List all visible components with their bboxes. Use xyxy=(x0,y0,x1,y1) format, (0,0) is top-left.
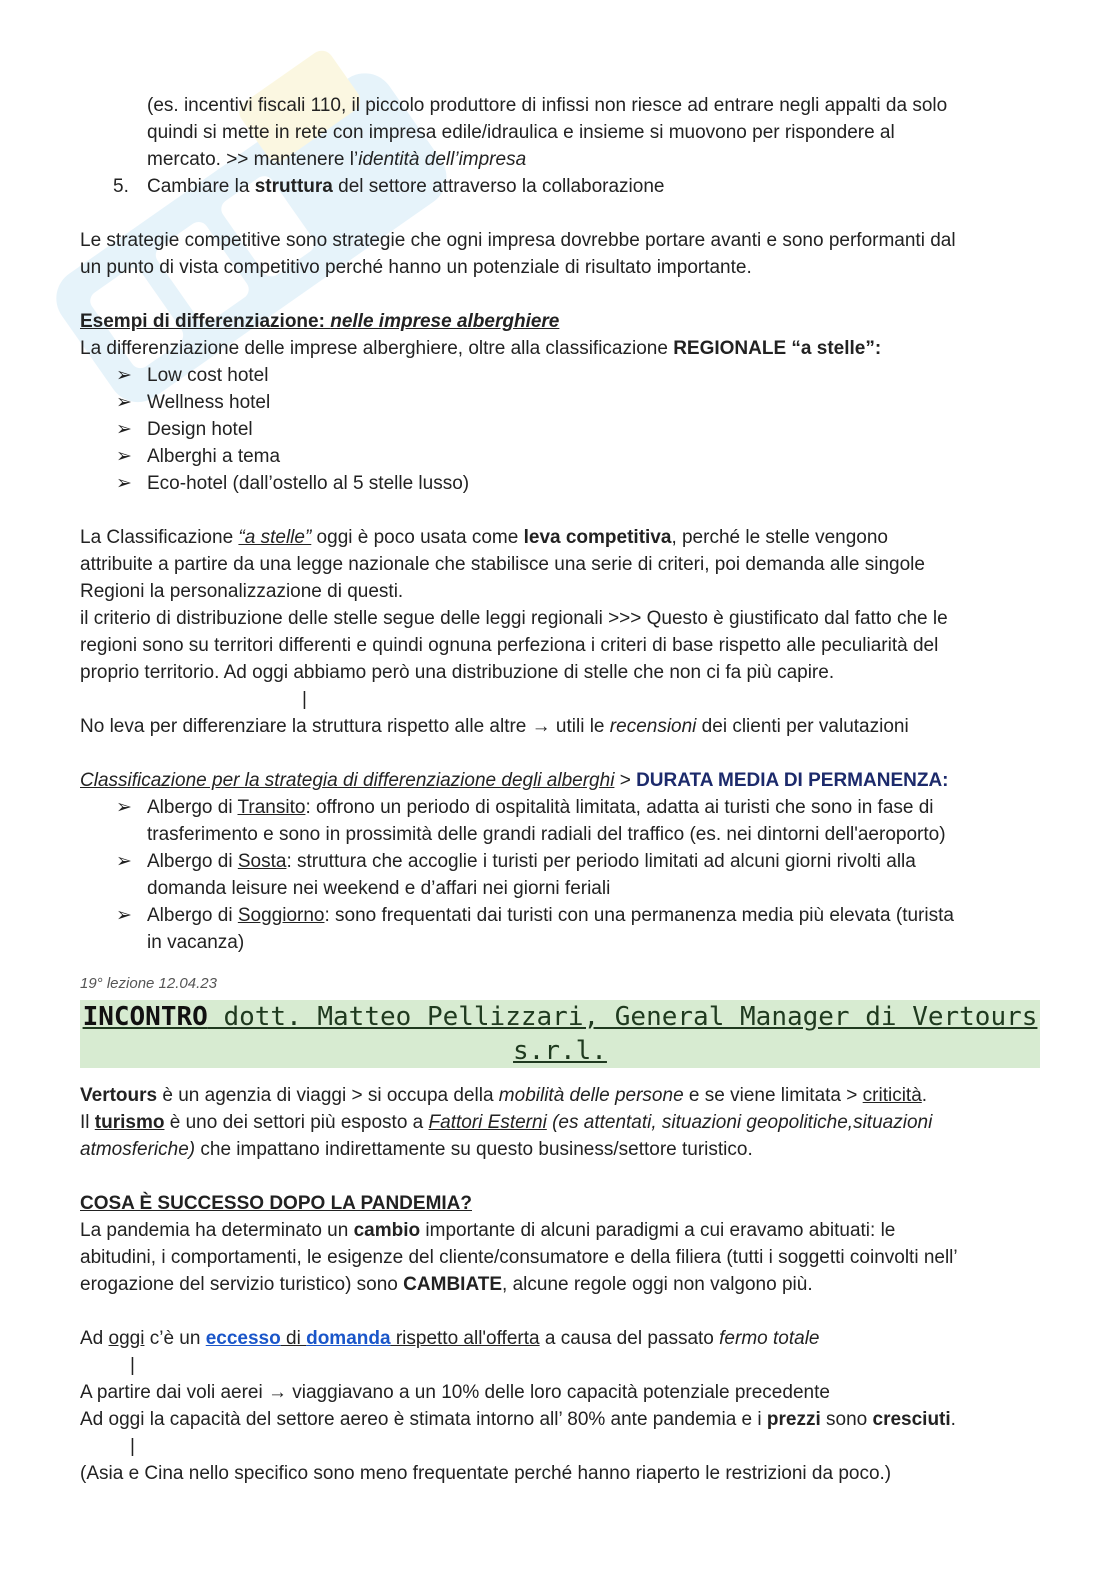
list-item-transito xyxy=(80,794,1040,848)
fattori-esterni-text: Fattori Esterni xyxy=(428,1112,547,1133)
list-item xyxy=(80,416,1040,443)
list-item-text: Design hotel xyxy=(147,419,253,440)
eccesso-link[interactable]: eccesso xyxy=(205,1328,281,1349)
pipe-connector: | xyxy=(130,1436,135,1457)
pandemia-line-3 xyxy=(80,1271,1040,1298)
text-run: del settore attraverso la collaborazione xyxy=(332,176,665,197)
pandemia-line-1 xyxy=(80,1217,1040,1244)
section-heading-pandemia: COSA È SUCCESSO DOPO LA PANDEMIA? xyxy=(80,1193,472,1214)
incontro-banner xyxy=(80,1000,1040,1068)
text-run: è un agenzia di viaggi > si occupa della xyxy=(157,1085,499,1106)
domanda-line-1 xyxy=(80,1325,1040,1352)
domanda-line-2: A partire dai voli aerei → viaggiavano a un 10% delle loro capacità potenziale precedente xyxy=(80,1382,830,1403)
vertours-line-1 xyxy=(80,1082,1040,1109)
text-run: > xyxy=(614,770,637,791)
classificazione-line-1 xyxy=(80,524,1040,551)
text-run: . xyxy=(921,1085,928,1106)
numbered-item-5 xyxy=(80,173,1040,200)
heading-italic-text: nelle imprese alberghiere xyxy=(330,311,560,332)
text-run: domanda leisure nei weekend e d’affari nei giorni feriali xyxy=(147,878,611,899)
domanda-link[interactable]: domanda xyxy=(306,1328,391,1349)
text-run: Albergo di xyxy=(147,797,238,818)
classificazione-line-3: Regioni la personalizzazione di questi. xyxy=(80,581,404,602)
arrow-bullet-icon: ➢ xyxy=(116,473,132,494)
text-run: che impattano indirettamente su questo business/settore turistico. xyxy=(195,1139,753,1160)
arrow-bullet-icon: ➢ xyxy=(116,797,132,818)
text-run: . xyxy=(950,1409,956,1430)
text-run: trasferimento e sono in prossimità delle grandi radiali del traffico (es. nei dintorni dell'aeroporto) xyxy=(147,824,946,845)
heading-text: Esempi di differenziazione: xyxy=(80,311,331,332)
text-run: Ad xyxy=(80,1328,109,1349)
domanda-line-3 xyxy=(80,1406,1040,1433)
prezzi-text: prezzi xyxy=(766,1409,821,1430)
sosta-text: Sosta xyxy=(237,851,287,872)
lecture-date: 19° lezione 12.04.23 xyxy=(80,975,217,992)
domanda-line-4: (Asia e Cina nello specifico sono meno frequentate perché hanno riaperto le restrizioni da poco.) xyxy=(80,1463,892,1484)
list-item-text: Wellness hotel xyxy=(147,392,271,413)
text-run: , perché le stelle vengono xyxy=(671,527,888,548)
text-run: : offrono un periodo di ospitalità limitata, adatta ai turisti che sono in fase di xyxy=(305,797,934,818)
section-heading-esempi xyxy=(80,308,1040,335)
list-item xyxy=(80,362,1040,389)
text-run: Albergo di xyxy=(147,905,238,926)
classificazione-line-6: proprio territorio. Ad oggi abbiamo però una distribuzione di stelle che non ci fa più capire. xyxy=(80,662,835,683)
durata-media-text: DURATA MEDIA DI PERMANENZA: xyxy=(636,770,949,791)
arrow-bullet-icon: ➢ xyxy=(116,419,132,440)
text-run: oggi è poco usata come xyxy=(311,527,524,548)
strategie-line-1: Le strategie competitive sono strategie che ogni impresa dovrebbe portare avanti e sono performanti dal xyxy=(80,230,956,251)
a-stelle-text: “a stelle” xyxy=(238,527,312,548)
text-run: atmosferiche) xyxy=(80,1139,196,1160)
struttura-text: struttura xyxy=(254,176,333,197)
regionale-stelle-text: REGIONALE “a stelle”: xyxy=(673,338,882,359)
rispetto-offerta-text: rispetto all'offerta xyxy=(390,1328,540,1349)
criticita-text: criticità xyxy=(862,1085,922,1106)
list-item xyxy=(80,389,1040,416)
text-run: Ad oggi la capacità del settore aereo è stimata intorno all’ 80% ante pandemia e i xyxy=(80,1409,767,1430)
turismo-text: turismo xyxy=(94,1112,165,1133)
text-run: No leva per differenziare la struttura rispetto alle altre → utili le xyxy=(80,716,610,737)
recensioni-text: recensioni xyxy=(609,716,697,737)
list-item xyxy=(80,443,1040,470)
pipe-connector: | xyxy=(302,689,307,710)
list-item-sosta xyxy=(80,848,1040,902)
text-run: (es attentati, situazioni geopolitiche,situazioni xyxy=(546,1112,933,1133)
text-run: : struttura che accoglie i turisti per periodo limitati ad alcuni giorni rivolti alla xyxy=(286,851,916,872)
classificazione-line-5: regioni sono su territori differenti e quindi ognuna perfeziona i criteri di base rispetto alle peculiarità del xyxy=(80,635,939,656)
text-run: in vacanza) xyxy=(147,932,245,953)
paragraph-incentivi-line-3 xyxy=(80,146,1040,173)
list-item-text: Alberghi a tema xyxy=(147,446,281,467)
text-run: erogazione del servizio turistico) sono xyxy=(80,1274,404,1295)
text-run: Cambiare la xyxy=(147,176,255,197)
text-run: Albergo di xyxy=(147,851,238,872)
banner-wrapper xyxy=(80,1000,1040,1068)
pandemia-line-2: abitudini, i comportamenti, le esigenze del cliente/consumatore e della filiera (tutti i soggetti coinvolti nell’ xyxy=(80,1247,958,1268)
text-run: La Classificazione xyxy=(80,527,239,548)
paragraph-incentivi-line-2: quindi si mette in rete con impresa edile/idraulica e insieme si muovono per rispondere al xyxy=(147,122,895,143)
arrow-bullet-icon: ➢ xyxy=(116,905,132,926)
list-item-text: Low cost hotel xyxy=(147,365,269,386)
cambio-text: cambio xyxy=(353,1220,421,1241)
text-run: a causa del passato xyxy=(539,1328,720,1349)
list-item-text: Eco-hotel (dall’ostello al 5 stelle lusso) xyxy=(147,473,470,494)
classificazione-line-7 xyxy=(80,713,1040,740)
classificazione-link-text: Classificazione per la strategia di differenziazione degli alberghi xyxy=(80,770,615,791)
classificazione-line-2: attribuite a partire da una legge nazionale che stabilisce una serie di criteri, poi demanda alle singole xyxy=(80,554,925,575)
list-item-soggiorno xyxy=(80,902,1040,956)
oggi-text: oggi xyxy=(108,1328,145,1349)
vertours-line-3 xyxy=(80,1136,1040,1163)
transito-text: Transito xyxy=(237,797,306,818)
classificazione-line-4: il criterio di distribuzione delle stelle segue delle leggi regionali >>> Questo è giustificato dal fatto che le xyxy=(80,608,948,629)
fermo-totale-text: fermo totale xyxy=(719,1328,820,1349)
paragraph-incentivi-line-1: (es. incentivi fiscali 110, il piccolo produttore di infissi non riesce ad entrare negli appalti da solo xyxy=(147,95,948,116)
text-run: La differenziazione delle imprese alberghiere, oltre alla classificazione xyxy=(80,338,674,359)
arrow-bullet-icon: ➢ xyxy=(116,446,132,467)
text-run: importante di alcuni paradigmi a cui eravamo abituati: le xyxy=(420,1220,896,1241)
list-number: 5. xyxy=(113,176,129,197)
strategie-line-2: un punto di vista competitivo perché hanno un potenziale di risultato importante. xyxy=(80,257,752,278)
vertours-line-2 xyxy=(80,1109,1040,1136)
esempi-intro xyxy=(80,335,1040,362)
cresciuti-text: cresciuti xyxy=(872,1409,951,1430)
identita-impresa-text: identità dell’impresa xyxy=(358,149,527,170)
leva-competitiva-text: leva competitiva xyxy=(523,527,672,548)
banner-subtitle: dott. Matteo Pellizzari, General Manager di Vertours s.r.l. xyxy=(207,1002,1038,1066)
text-run: di xyxy=(280,1328,307,1349)
document-page xyxy=(80,92,1040,1487)
text-run: sono xyxy=(820,1409,873,1430)
soggiorno-text: Soggiorno xyxy=(237,905,325,926)
arrow-bullet-icon: ➢ xyxy=(116,392,132,413)
pipe-connector: | xyxy=(130,1355,135,1376)
text-run: c’è un xyxy=(144,1328,206,1349)
cambiate-text: CAMBIATE xyxy=(403,1274,503,1295)
permanenza-title xyxy=(80,767,1040,794)
arrow-bullet-icon: ➢ xyxy=(116,851,132,872)
text-run: Il xyxy=(80,1112,95,1133)
text-run: mercato. >> mantenere l’ xyxy=(147,149,359,170)
text-run: La pandemia ha determinato un xyxy=(80,1220,354,1241)
arrow-bullet-icon: ➢ xyxy=(116,365,132,386)
incontro-text: INCONTRO xyxy=(82,1002,208,1032)
text-run: e se viene limitata > xyxy=(683,1085,863,1106)
text-run: è uno dei settori più esposto a xyxy=(164,1112,429,1133)
text-run: : sono frequentati dai turisti con una permanenza media più elevata (turista xyxy=(324,905,954,926)
text-run: dei clienti per valutazioni xyxy=(696,716,909,737)
list-item xyxy=(80,470,1040,497)
mobilita-text: mobilità delle persone xyxy=(498,1085,684,1106)
text-run: , alcune regole oggi non valgono più. xyxy=(502,1274,813,1295)
vertours-text: Vertours xyxy=(80,1085,158,1106)
